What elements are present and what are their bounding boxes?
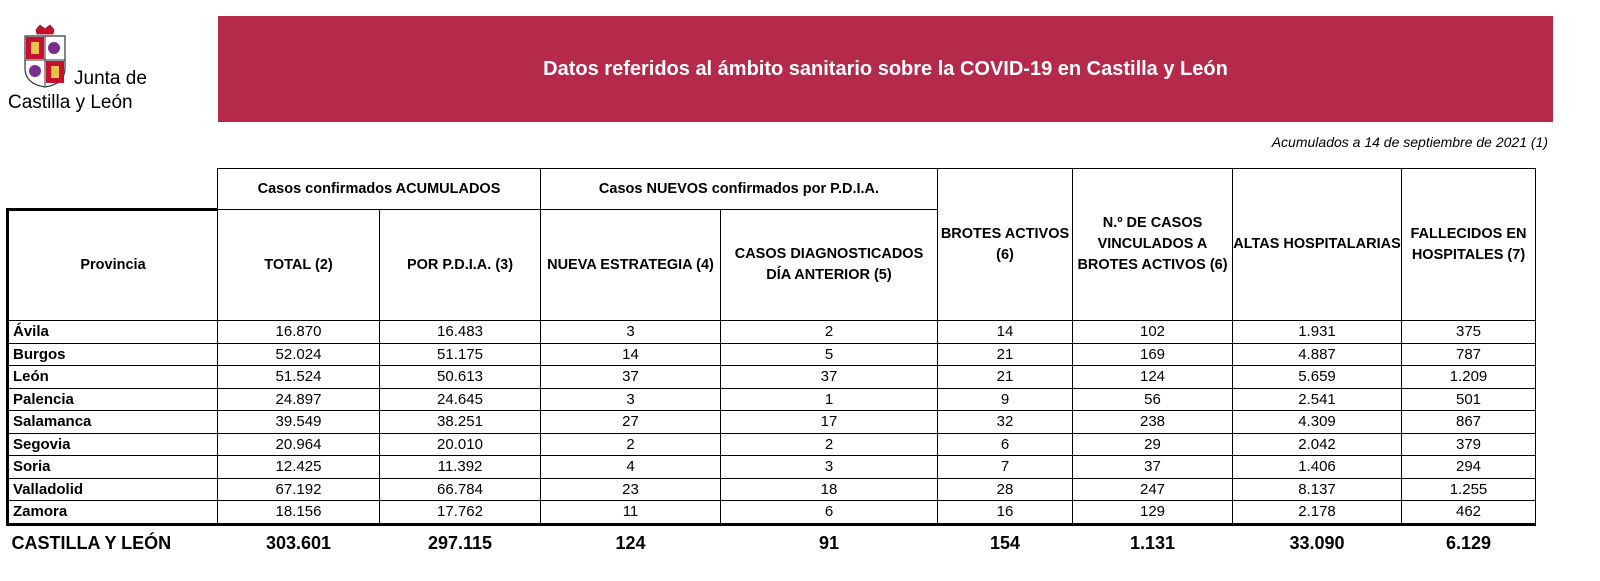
table-cell: 4 (541, 456, 721, 479)
table-cell: 1.209 (1402, 366, 1536, 389)
table-cell: 16.483 (380, 321, 541, 344)
table-cell: 8.137 (1233, 478, 1402, 501)
table-cell: 20.964 (218, 433, 380, 456)
total-row (8, 524, 1536, 562)
table-cell: 67.192 (218, 478, 380, 501)
table-cell: 1.255 (1402, 478, 1536, 501)
total-cell: 303.601 (218, 524, 380, 562)
table-cell: 14 (938, 321, 1073, 344)
table-cell: 16 (938, 501, 1073, 525)
table-row (8, 321, 1536, 344)
province-name: Zamora (8, 501, 218, 525)
table-cell: 51.175 (380, 343, 541, 366)
table-cell: 9 (938, 388, 1073, 411)
table-row (8, 366, 1536, 389)
table-row (8, 411, 1536, 434)
total-cell: 297.115 (380, 524, 541, 562)
province-name: León (8, 366, 218, 389)
total-cell: 6.129 (1402, 524, 1536, 562)
table-cell: 12.425 (218, 456, 380, 479)
province-name: Ávila (8, 321, 218, 344)
total-cell: 91 (721, 524, 938, 562)
province-name: Soria (8, 456, 218, 479)
table-cell: 56 (1073, 388, 1233, 411)
table-row (8, 433, 1536, 456)
table-cell: 3 (541, 388, 721, 411)
table-cell: 52.024 (218, 343, 380, 366)
table-cell: 51.524 (218, 366, 380, 389)
table-cell: 17 (721, 411, 938, 434)
blank-corner (8, 169, 218, 210)
table-cell: 3 (541, 321, 721, 344)
date-subtitle: Acumulados a 14 de septiembre de 2021 (1) (1271, 134, 1548, 150)
table-row (8, 478, 1536, 501)
coat-of-arms-icon (22, 24, 68, 88)
table-cell: 16.870 (218, 321, 380, 344)
province-name: Segovia (8, 433, 218, 456)
table-cell: 32 (938, 411, 1073, 434)
covid-data-table (6, 168, 1536, 562)
table-row (8, 343, 1536, 366)
table-cell: 2 (721, 321, 938, 344)
table-row (8, 456, 1536, 479)
table-cell: 3 (721, 456, 938, 479)
junta-logo (8, 22, 208, 122)
logo-text-line1: Junta de (74, 68, 147, 89)
table-cell: 375 (1402, 321, 1536, 344)
header-altas-hospitalarias: ALTAS HOSPITALARIAS (1233, 169, 1402, 321)
table-cell: 124 (1073, 366, 1233, 389)
table-cell: 29 (1073, 433, 1233, 456)
table-cell: 6 (938, 433, 1073, 456)
header-fallecidos: FALLECIDOS EN HOSPITALES (7) (1402, 169, 1536, 321)
table-cell: 2 (541, 433, 721, 456)
table-cell: 23 (541, 478, 721, 501)
table-cell: 50.613 (380, 366, 541, 389)
table-cell: 4.309 (1233, 411, 1402, 434)
province-name: Valladolid (8, 478, 218, 501)
table-cell: 462 (1402, 501, 1536, 525)
header-nueva-estrategia: NUEVA ESTRATEGIA (4) (541, 210, 721, 321)
table-cell: 7 (938, 456, 1073, 479)
table-cell: 66.784 (380, 478, 541, 501)
logo-text-line2: Castilla y León (8, 92, 133, 113)
table-cell: 2.541 (1233, 388, 1402, 411)
table-row (8, 501, 1536, 525)
total-cell: 1.131 (1073, 524, 1233, 562)
header-casos-vinculados: N.º DE CASOS VINCULADOS A BROTES ACTIVOS (6) (1073, 169, 1233, 321)
header-brotes-activos: BROTES ACTIVOS (6) (938, 169, 1073, 321)
table-cell: 1.931 (1233, 321, 1402, 344)
province-name: Burgos (8, 343, 218, 366)
table-cell: 1 (721, 388, 938, 411)
table-cell: 24.645 (380, 388, 541, 411)
table-cell: 2.042 (1233, 433, 1402, 456)
table-cell: 38.251 (380, 411, 541, 434)
table-cell: 14 (541, 343, 721, 366)
header-provincia: Provincia (8, 210, 218, 321)
table-cell: 501 (1402, 388, 1536, 411)
table-cell: 18 (721, 478, 938, 501)
total-cell: 154 (938, 524, 1073, 562)
table-cell: 294 (1402, 456, 1536, 479)
table-cell: 28 (938, 478, 1073, 501)
group-header-acumulados: Casos confirmados ACUMULADOS (218, 169, 541, 210)
table-cell: 102 (1073, 321, 1233, 344)
table-cell: 20.010 (380, 433, 541, 456)
province-name: Palencia (8, 388, 218, 411)
table-cell: 379 (1402, 433, 1536, 456)
header-por-pdia: POR P.D.I.A. (3) (380, 210, 541, 321)
total-cell: 33.090 (1233, 524, 1402, 562)
table-cell: 6 (721, 501, 938, 525)
title-banner (218, 16, 1553, 122)
table-cell: 2.178 (1233, 501, 1402, 525)
table-cell: 17.762 (380, 501, 541, 525)
table-cell: 11 (541, 501, 721, 525)
table-cell: 238 (1073, 411, 1233, 434)
total-label: CASTILLA Y LEÓN (8, 524, 218, 562)
header-total: TOTAL (2) (218, 210, 380, 321)
group-header-nuevos: Casos NUEVOS confirmados por P.D.I.A. (541, 169, 938, 210)
table-cell: 787 (1402, 343, 1536, 366)
table-cell: 1.406 (1233, 456, 1402, 479)
table-cell: 18.156 (218, 501, 380, 525)
table-cell: 27 (541, 411, 721, 434)
table-cell: 21 (938, 343, 1073, 366)
table-cell: 2 (721, 433, 938, 456)
total-cell: 124 (541, 524, 721, 562)
table-cell: 867 (1402, 411, 1536, 434)
table-cell: 21 (938, 366, 1073, 389)
table-cell: 37 (721, 366, 938, 389)
table-cell: 39.549 (218, 411, 380, 434)
table-cell: 5 (721, 343, 938, 366)
table-cell: 169 (1073, 343, 1233, 366)
table-cell: 24.897 (218, 388, 380, 411)
table-cell: 37 (541, 366, 721, 389)
page-title: Datos referidos al ámbito sanitario sobre la COVID-19 en Castilla y León (543, 57, 1228, 80)
table-cell: 5.659 (1233, 366, 1402, 389)
table-cell: 129 (1073, 501, 1233, 525)
table-cell: 247 (1073, 478, 1233, 501)
province-name: Salamanca (8, 411, 218, 434)
table-cell: 4.887 (1233, 343, 1402, 366)
table-cell: 11.392 (380, 456, 541, 479)
table-row (8, 388, 1536, 411)
table-cell: 37 (1073, 456, 1233, 479)
header-casos-diagnosticados: CASOS DIAGNOSTICADOS DÍA ANTERIOR (5) (721, 210, 938, 321)
